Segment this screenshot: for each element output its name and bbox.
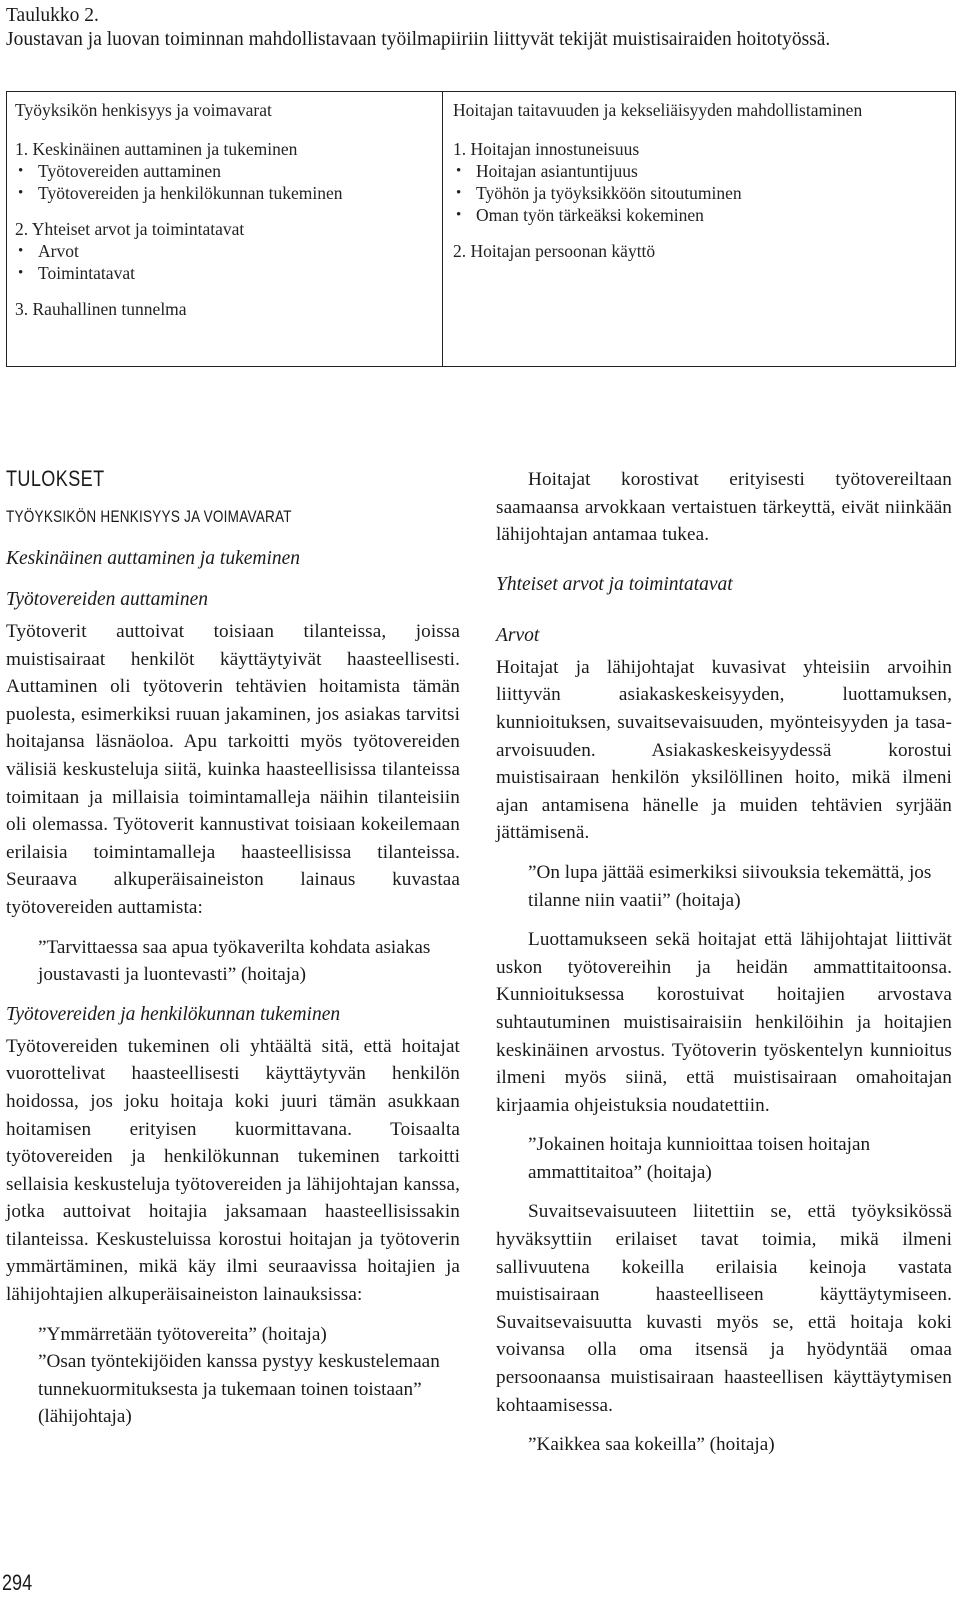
subsection-title: Työtovereiden ja henkilökunnan tukeminen [6, 1003, 341, 1025]
table-group-title: 1. Keskinäinen auttaminen ja tukeminen [15, 139, 298, 159]
table-group [453, 240, 951, 262]
table-bullet-item: • Toimintatavat [38, 262, 435, 284]
table-group [15, 298, 435, 320]
table-bullet-item: • Työhön ja työyksikköön sitoutuminen [476, 182, 951, 204]
subsection-title: Arvot [496, 624, 540, 646]
table-right-column [453, 99, 951, 276]
quote: ”Tarvittaessa saa apua työkaverilta kohdata asiakas joustavasti ja luontevasti” (hoitaja) [38, 936, 431, 986]
section-title: Keskinäinen auttaminen ja tukeminen [6, 548, 301, 569]
quote-group [38, 1321, 460, 1431]
right-text-column [496, 466, 952, 1471]
caption-title: Joustavan ja luovan toiminnan mahdollistavaan työilmapiiriin liittyvät tekijät muistisairaiden hoitotyössä. [6, 29, 831, 50]
body-paragraph: Työtovereiden tukeminen oli yhtäältä sitä, että hoitajat vuorottelivat haasteellisesti käyttäytyvän henkilön hoidossa, jos joku hoitaja koki juuri tämän asukkaan hoitamisen erityisen kuormittavana. Toisaalta työtovereiden ja henkilökunnan tukeminen tarkoitti sellaisia keskusteluja työtovereiden ja lähijohtajan kanssa, jotka auttoivat hoitajia jaksamaan haasteellisissakin tilanteissa. Keskusteluissa korostui hoitajan ja työtoverin ymmärtäminen, mikä käy ilmi seuraavissa hoitajien ja lähijohtajien alkuperäisaineiston lainauksissa: [6, 1035, 460, 1306]
quote: ”Ymmärretään työtovereita” (hoitaja) [38, 1323, 327, 1345]
table-group-title: 2. Hoitajan persoonan käyttö [453, 241, 656, 261]
table-bullet-item: • Oman työn tärkeäksi kokeminen [476, 204, 951, 226]
table-left-heading: Työyksikön henkisyys ja voimavarat [15, 100, 272, 120]
table-group-title: 3. Rauhallinen tunnelma [15, 299, 187, 319]
table-bullet-item: • Työtovereiden auttaminen [38, 160, 435, 182]
section-subheading: TYÖYKSIKÖN HENKISYYS JA VOIMAVARAT [6, 508, 292, 526]
body-paragraph: Hoitajat korostivat erityisesti työtovereiltaan saamaansa arvokkaan vertaistuen tärkeyttä, eivät niinkään lähijohtajan antamaa tukea. [496, 469, 952, 546]
table-group [15, 138, 435, 204]
table-bullet-item: • Hoitajan asiantuntijuus [476, 160, 951, 182]
body-paragraph: Luottamukseen sekä hoitajat että lähijohtajat liittivät uskon työtovereihin ja heidän ammattitaitoonsa. Kunnioituksessa korostuivat hoitajien arvostava suhtautuminen muistisairaisiin henkilöihin ja hoitajien keskinäinen arvostus. Työtoverin työskentelyn kunnioitus ilmeni myös siinä, että muistisairaan omahoitajan kirjaamia ohjeistuksia noudatettiin. [496, 929, 952, 1116]
body-paragraph: Suvaitsevaisuuteen liitettiin se, että työyksikössä hyväksyttiin erilaiset tavat toimia, mikä ilmeni sallivuutena kokeilla erilaisia keinoja vastata muistisairaan haasteelliseen käyttäytymiseen. Suvaitsevaisuutta kuvasti myös se, että hoitaja koki voivansa olla oma itsensä ja hyödyntää omaa persoonaansa muistisairaan haasteellisen käyttäytymisen kohtaamisessa. [496, 1201, 952, 1416]
left-text-column [6, 466, 460, 1443]
table-group-title: 2. Yhteiset arvot ja toimintatavat [15, 219, 245, 239]
table-divider [442, 92, 443, 366]
table-left-column [15, 99, 435, 334]
table-right-heading: Hoitajan taitavuuden ja kekseliäisyyden mahdollistaminen [453, 100, 863, 120]
results-heading: TULOKSET [6, 466, 105, 491]
table-bullet-item: • Työtovereiden ja henkilökunnan tukeminen [38, 182, 435, 204]
table-caption [6, 4, 946, 52]
body-paragraph: Hoitajat ja lähijohtajat kuvasivat yhteisiin arvoihin liittyvän asiakaskeskeisyyden, luottamuksen, kunnioituksen, suvaitsevaisuuden, myönteisyyden ja tasa-arvoisuuden. Asiakaskeskeisyydessä korostui muistisairaan henkilön yksilöllinen hoito, mikä ilmeni ajan antamisena hänelle ja muiden tehtävien syrjään jättämisenä. [496, 656, 952, 844]
section-title: Yhteiset arvot ja toimintatavat [496, 573, 733, 595]
table-bullet-item: • Arvot [38, 240, 435, 262]
table-group-title: 1. Hoitajan innostuneisuus [453, 139, 640, 159]
quote: ”Jokainen hoitaja kunnioittaa toisen hoitajan ammattitaitoa” (hoitaja) [528, 1134, 871, 1183]
table-group [453, 138, 951, 226]
factors-table [6, 91, 956, 367]
quote: ”On lupa jättää esimerkiksi siivouksia tekemättä, jos tilanne niin vaatii” (hoitaja) [528, 861, 932, 911]
page-number: 294 [2, 1570, 33, 1595]
body-paragraph: Työtoverit auttoivat toisiaan tilanteissa, joissa muistisairaat henkilöt käyttäytyivät haasteellisesti. Auttaminen oli työtoverin tehtävien hoitamista tämän puolesta, esimerkiksi ruuan jakaminen, jos asiakas tarvitsi hoitajansa läsnäoloa. Apu tarkoitti myös työtovereiden välisiä keskusteluja siitä, kuinka haasteellisissa tilanteissa toimitaan ja millaisia toimintamalleja näihin tilanteisiin oli olemassa. Työtoverit kannustivat toisiaan kokeilemaan erilaisia toimintamalleja haasteellisissa tilanteissa. Seuraava alkuperäisaineiston lainaus kuvastaa työtovereiden auttamista: [6, 621, 460, 918]
table-group [15, 218, 435, 284]
quote: ”Kaikkea saa kokeilla” (hoitaja) [528, 1434, 775, 1456]
caption-label: Taulukko 2. [6, 5, 99, 26]
quote: ”Osan työntekijöiden kanssa pystyy keskustelemaan tunnekuormituksesta ja tukemaan toinen toistaan” (lähijohtaja) [38, 1351, 440, 1428]
subsection-title: Työtovereiden auttaminen [6, 589, 208, 610]
